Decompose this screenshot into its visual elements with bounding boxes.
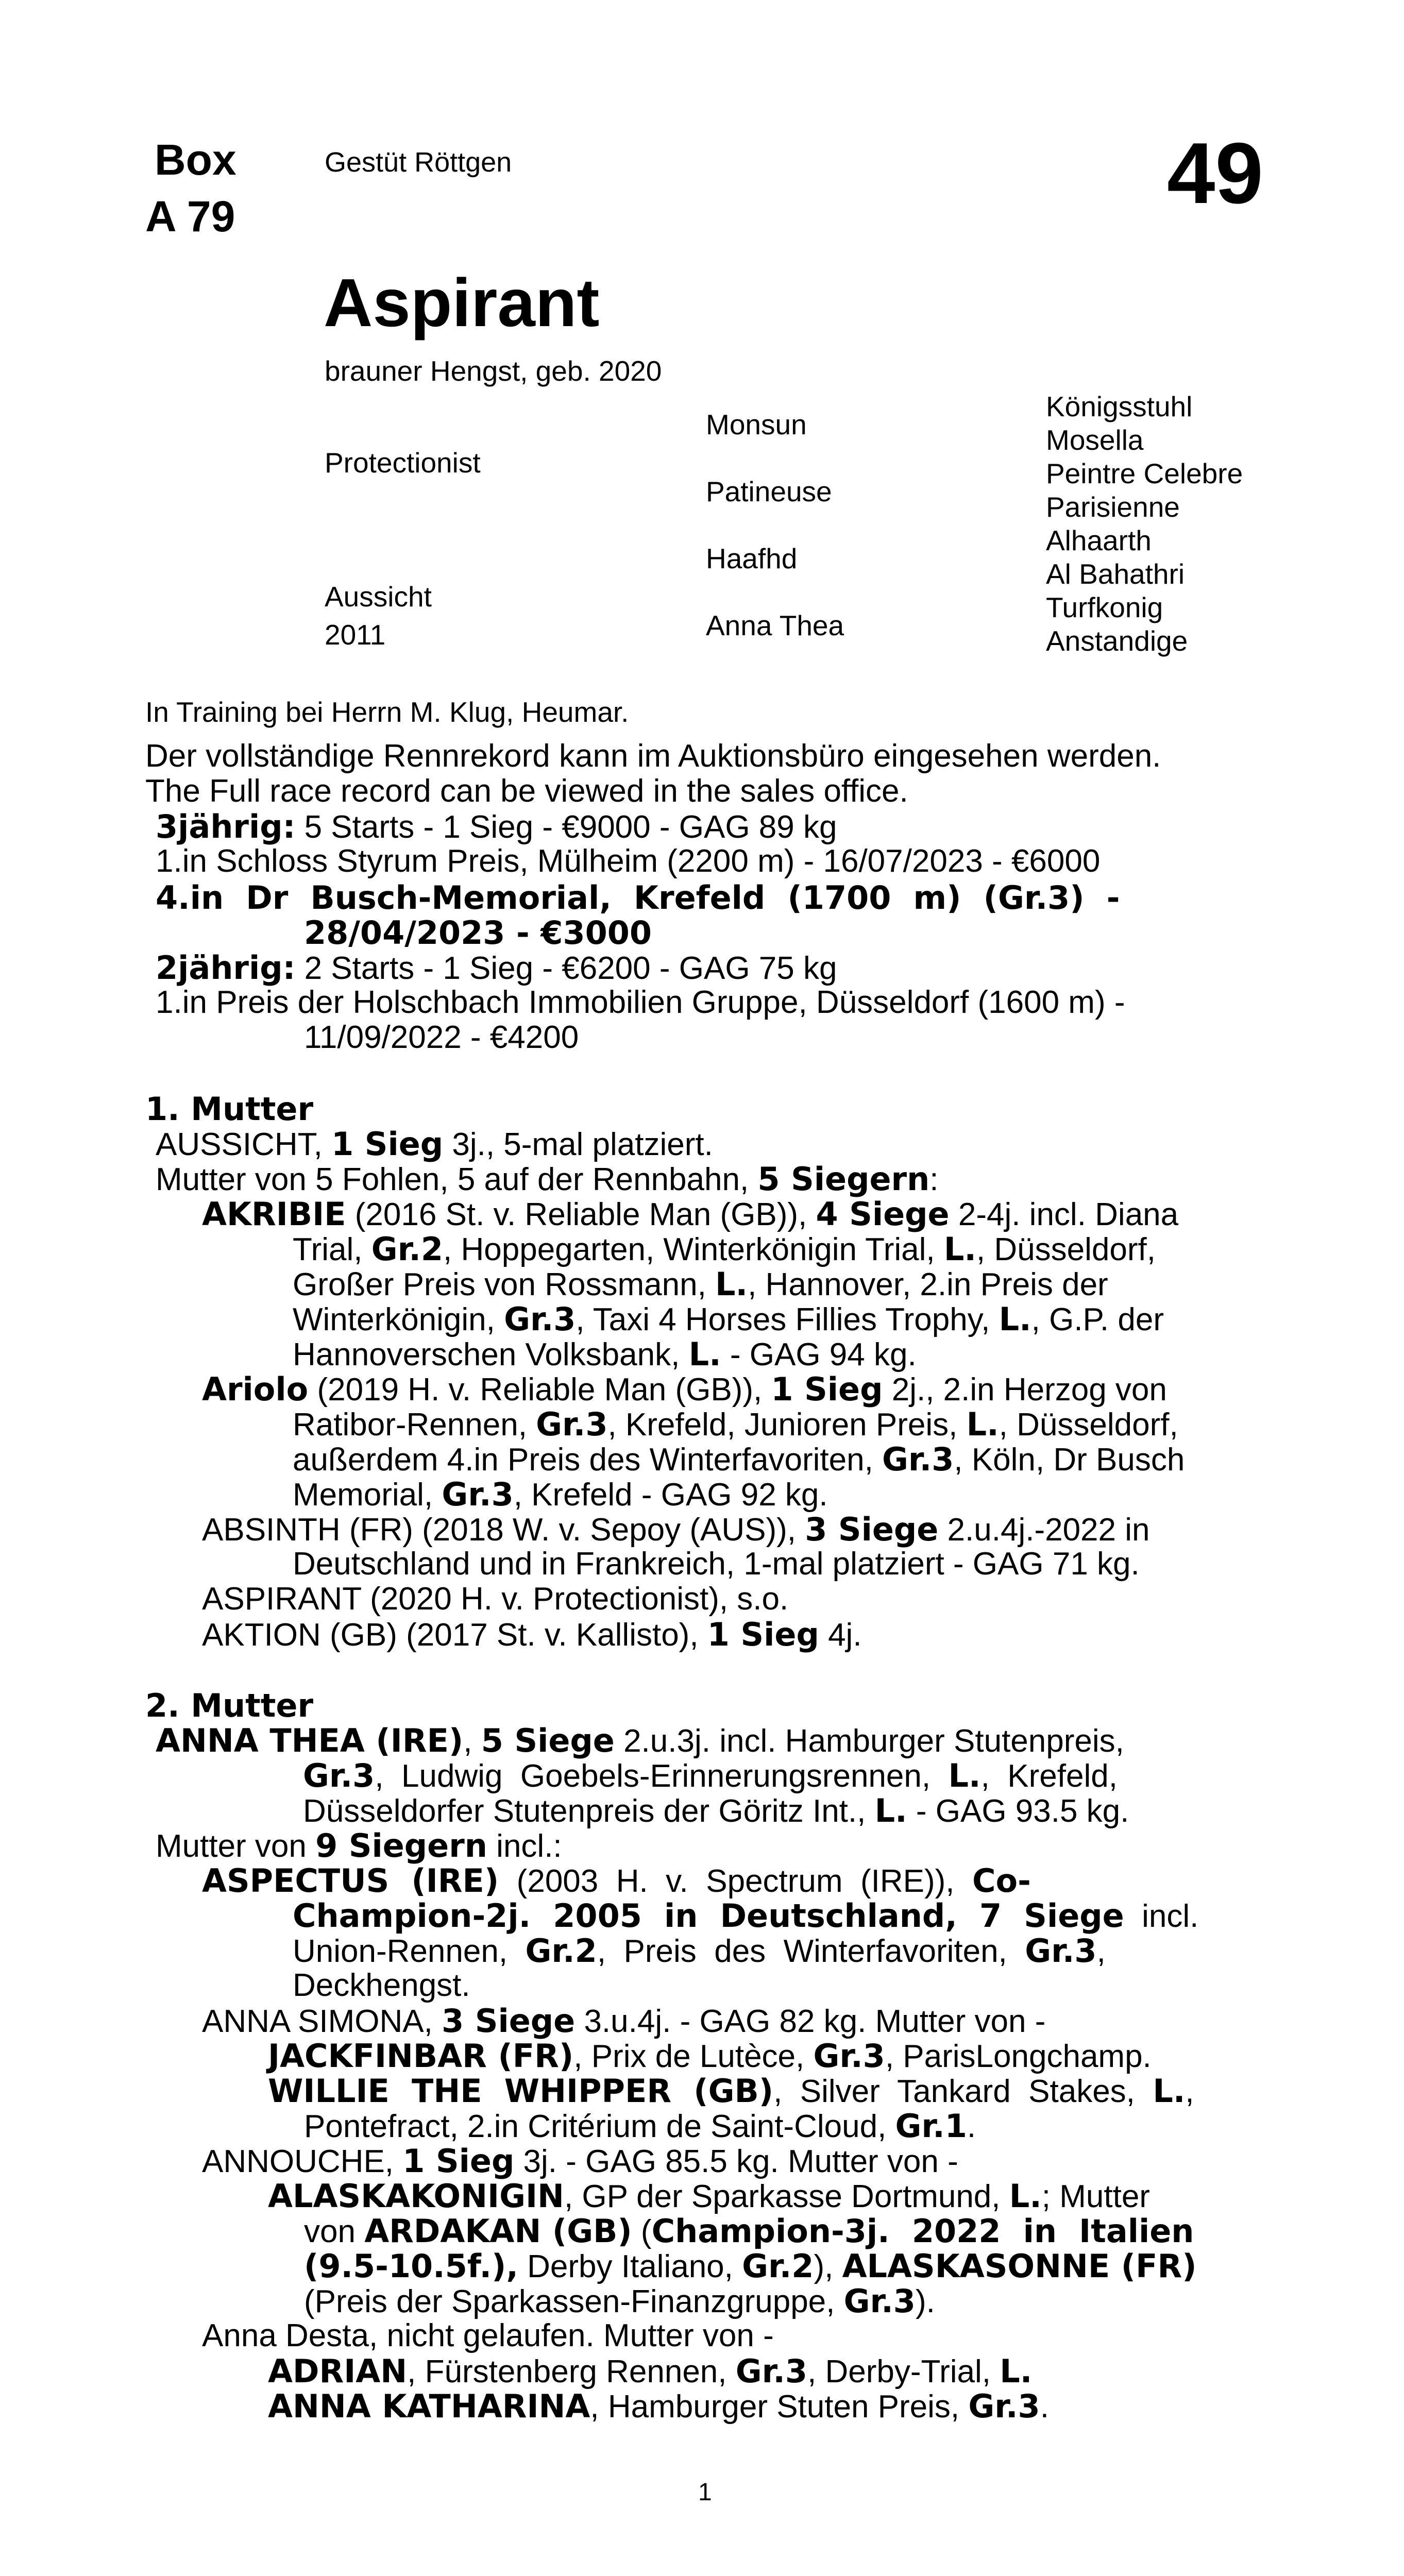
pedigree-gen3-5: Alhaarth — [1046, 524, 1152, 556]
box-number: A 79 — [145, 192, 235, 241]
offspring-aspectus: ASPECTUS (IRE) (2003 H. v. Spectrum (IRE)), Co- — [202, 1862, 1031, 1900]
pedigree-sire: Protectionist — [325, 447, 481, 479]
grand-offspring-willie: WILLIE THE WHIPPER (GB), Silver Tankard Stakes, L., — [268, 2072, 1194, 2110]
grand-offspring-anna-katharina: ANNA KATHARINA, Hamburger Stuten Preis, Gr.3. — [268, 2387, 1049, 2425]
offspring-akribie: AKRIBIE (2016 St. v. Reliable Man (GB)), 4 Siege 2-4j. incl. Diana — [202, 1195, 1179, 1233]
offspring-akribie-line-3: Großer Preis von Rossmann, L., Hannover, 2.in Preis der — [293, 1265, 1108, 1303]
record-3yo-race-2: 4.in Dr Busch-Memorial, Krefeld (1700 m) (Gr.3) - — [156, 879, 1120, 917]
grand-offspring-ardakan-line-2: (9.5-10.5f.), Derby Italiano, Gr.2), ALASKASONNE (FR) — [304, 2247, 1197, 2285]
dam-line-2: Mutter von 5 Fohlen, 5 auf der Rennbahn, 5 Siegern: — [156, 1160, 939, 1198]
offspring-anna-desta: Anna Desta, nicht gelaufen. Mutter von - — [202, 2318, 774, 2353]
pedigree-gen3-1: Königsstuhl — [1046, 391, 1193, 422]
pedigree-dam-sire: Haafhd — [706, 543, 798, 574]
offspring-annouche: ANNOUCHE, 1 Sieg 3j. - GAG 85.5 kg. Mutter von - — [202, 2142, 958, 2180]
pedigree-dam: Aussicht — [325, 581, 432, 613]
section-first-dam: 1. Mutter — [145, 1090, 314, 1128]
grand-offspring-willie-line-2: Pontefract, 2.in Critérium de Saint-Cloud, Gr.1. — [304, 2107, 976, 2145]
pedigree-sire-dam: Patineuse — [706, 476, 832, 507]
offspring-aspectus-line-2: Champion-2j. 2005 in Deutschland, 7 Siege incl. — [293, 1897, 1199, 1935]
granddam-line-2: Gr.3, Ludwig Goebels-Erinnerungsrennen, L., Krefeld, — [303, 1757, 1118, 1794]
offspring-aspirant: ASPIRANT (2020 H. v. Protectionist), s.o. — [202, 1581, 789, 1617]
record-note-de: Der vollständige Rennrekord kann im Auktionsbüro eingesehen werden. — [145, 738, 1161, 774]
record-3yo-race-1: 1.in Schloss Styrum Preis, Mülheim (2200 m) - 16/07/2023 - €6000 — [156, 843, 1101, 879]
lot-number: 49 — [1167, 125, 1263, 222]
box-label: Box — [155, 135, 236, 184]
grand-offspring-jackfinbar: JACKFINBAR (FR), Prix de Lutèce, Gr.3, ParisLongchamp. — [268, 2037, 1152, 2075]
record-3yo-summary: 3jährig: 5 Starts - 1 Sieg - €9000 - GAG 89 kg — [156, 808, 837, 845]
horse-name: Aspirant — [324, 265, 600, 341]
breeder: Gestüt Röttgen — [325, 147, 512, 178]
grand-offspring-ardakan: von ARDAKAN (GB) (Champion-3j. 2022 in Italien — [304, 2212, 1194, 2250]
record-note-en: The Full race record can be viewed in the sales office. — [145, 773, 908, 809]
offspring-ariolo-line-2: Ratibor-Rennen, Gr.3, Krefeld, Junioren Preis, L., Düsseldorf, — [293, 1405, 1178, 1443]
granddam-line-4: Mutter von 9 Siegern incl.: — [156, 1827, 562, 1865]
offspring-ariolo-line-3: außerdem 4.in Preis des Winterfavoriten, Gr.3, Köln, Dr Busch — [293, 1440, 1185, 1478]
section-second-dam: 2. Mutter — [145, 1687, 314, 1724]
record-2yo-race-1: 1.in Preis der Holschbach Immobilien Gruppe, Düsseldorf (1600 m) - — [156, 985, 1125, 1020]
grand-offspring-alaskasonne-line: (Preis der Sparkassen-Finanzgruppe, Gr.3). — [304, 2282, 935, 2320]
training-note: In Training bei Herrn M. Klug, Heumar. — [145, 696, 629, 728]
offspring-aspectus-line-4: Deckhengst. — [293, 1968, 470, 2003]
record-2yo-race-1-cont: 11/09/2022 - €4200 — [304, 1020, 579, 1055]
offspring-akribie-line-2: Trial, Gr.2, Hoppegarten, Winterkönigin Trial, L., Düsseldorf, — [293, 1230, 1156, 1268]
pedigree-gen3-3: Peintre Celebre — [1046, 457, 1243, 489]
offspring-absinth: ABSINTH (FR) (2018 W. v. Sepoy (AUS)), 3 Siege 2.u.4j.-2022 in — [202, 1511, 1150, 1548]
offspring-akribie-line-4: Winterkönigin, Gr.3, Taxi 4 Horses Fillies Trophy, L., G.P. der — [293, 1300, 1164, 1338]
offspring-anna-simona: ANNA SIMONA, 3 Siege 3.u.4j. - GAG 82 kg. Mutter von - — [202, 2002, 1046, 2040]
grand-offspring-adrian: ADRIAN, Fürstenberg Rennen, Gr.3, Derby-Trial, L. — [268, 2352, 1033, 2390]
page-number: 1 — [698, 2479, 712, 2506]
pedigree-gen3-8: Anstandige — [1046, 625, 1188, 657]
granddam-line-1: ANNA THEA (IRE), 5 Siege 2.u.3j. incl. Hamburger Stutenpreis, — [156, 1722, 1124, 1759]
offspring-ariolo-line-4: Memorial, Gr.3, Krefeld - GAG 92 kg. — [293, 1476, 828, 1513]
pedigree-gen3-4: Parisienne — [1046, 491, 1180, 523]
record-3yo-race-2-cont: 28/04/2023 - €3000 — [304, 914, 652, 952]
pedigree-gen3-6: Al Bahathri — [1046, 558, 1185, 590]
dam-line-1: AUSSICHT, 1 Sieg 3j., 5-mal platziert. — [156, 1125, 713, 1163]
pedigree-gen3-2: Mosella — [1046, 424, 1144, 456]
pedigree-dam-dam: Anna Thea — [706, 609, 844, 641]
offspring-aktion: AKTION (GB) (2017 St. v. Kallisto), 1 Sieg 4j. — [202, 1616, 862, 1653]
offspring-absinth-line-2: Deutschland und in Frankreich, 1-mal platziert - GAG 71 kg. — [293, 1546, 1140, 1582]
record-2yo-summary: 2jährig: 2 Starts - 1 Sieg - €6200 - GAG 75 kg — [156, 949, 837, 987]
offspring-ariolo: Ariolo (2019 H. v. Reliable Man (GB)), 1 Sieg 2j., 2.in Herzog von — [202, 1370, 1167, 1408]
horse-description: brauner Hengst, geb. 2020 — [325, 355, 662, 387]
granddam-line-3: Düsseldorfer Stutenpreis der Göritz Int., L. - GAG 93.5 kg. — [303, 1792, 1129, 1829]
pedigree-gen3-7: Turfkonig — [1046, 591, 1163, 623]
offspring-aspectus-line-3: Union-Rennen, Gr.2, Preis des Winterfavoriten, Gr.3, — [293, 1932, 1106, 1970]
pedigree-dam-year: 2011 — [325, 619, 386, 651]
offspring-akribie-line-5: Hannoverschen Volksbank, L. - GAG 94 kg. — [293, 1335, 917, 1373]
pedigree-sire-sire: Monsun — [706, 409, 807, 440]
grand-offspring-alaskakonigin: ALASKAKONIGIN, GP der Sparkasse Dortmund, L.; Mutter — [268, 2177, 1150, 2215]
